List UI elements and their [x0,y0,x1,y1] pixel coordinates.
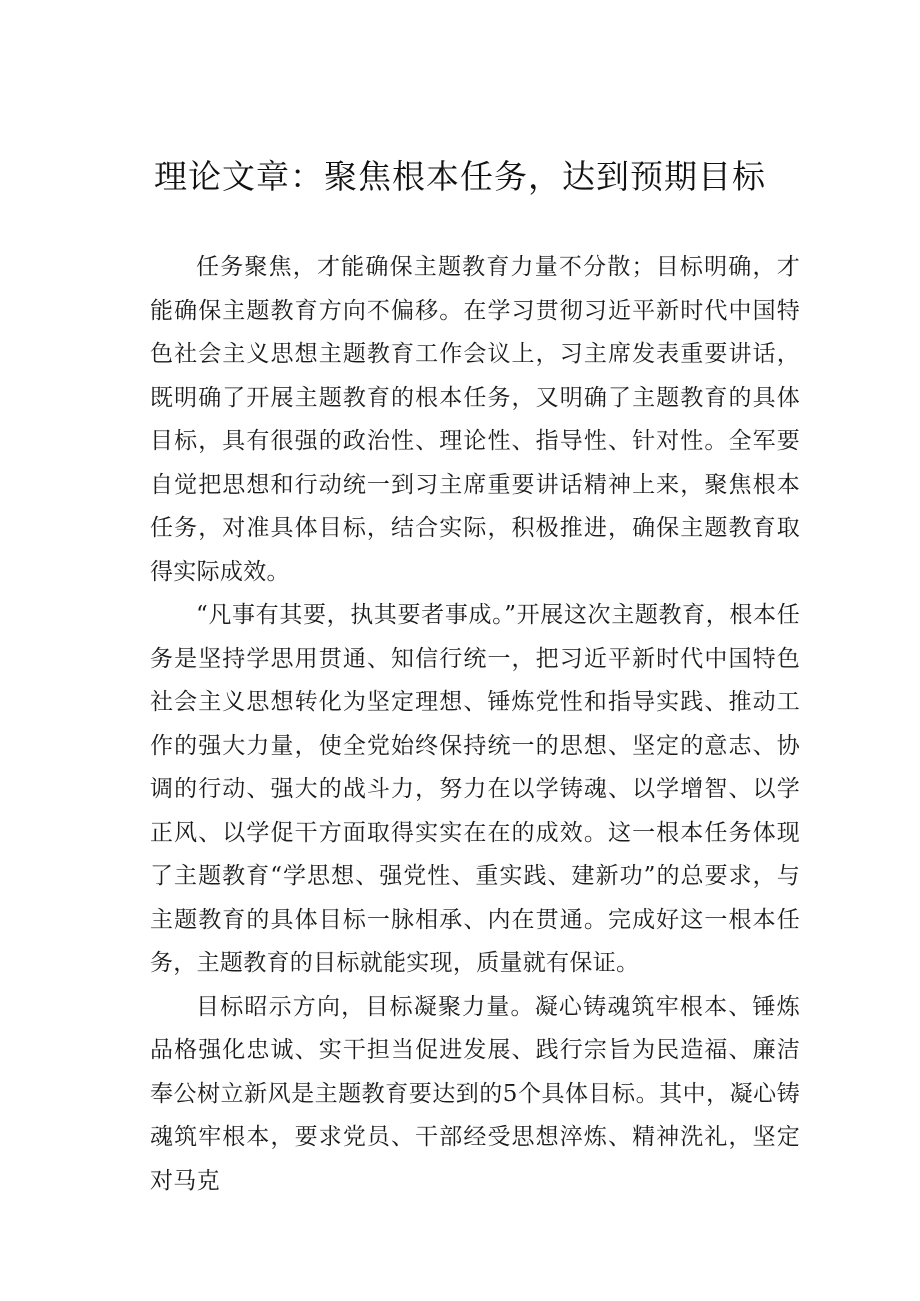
paragraph-3: 目标昭示方向，目标凝聚力量。凝心铸魂筑牢根本、锤炼品格强化忠诚、实干担当促进发展、践行宗旨为民造福、廉洁奉公树立新风是主题教育要达到的5个具体目标。其中，凝心铸魂筑牢根本，要求党员、干部经受思想淬炼、精神洗礼，坚定对马克 [150,993,800,1194]
paragraph-1: 任务聚焦，才能确保主题教育力量不分散；目标明确，才能确保主题教育方向不偏移。在学习贯彻习近平新时代中国特色社会主义思想主题教育工作会议上，习主席发表重要讲话，既明确了开展主题教育的根本任务，又明确了主题教育的具体目标，具有很强的政治性、理论性、指导性、针对性。全军要自觉把思想和行动统一到习主席重要讲话精神上来，聚焦根本任务，对准具体目标，结合实际，积极推进，确保主题教育取得实际成效。 [150,254,800,585]
document-title: 理论文章：聚焦根本任务，达到预期目标 [154,157,766,196]
document-body [150,246,800,1203]
paragraph-2: “凡事有其要，执其要者事成。”开展这次主题教育，根本任务是坚持学思用贯通、知信行统一，把习近平新时代中国特色社会主义思想转化为坚定理想、锤炼党性和指导实践、推动工作的强大力量，使全党始终保持统一的思想、坚定的意志、协调的行动、强大的战斗力，努力在以学铸魂、以学增智、以学正风、以学促干方面取得实实在在的成效。这一根本任务体现了主题教育“学思想、强党性、重实践、建新功”的总要求，与主题教育的具体目标一脉相承、内在贯通。完成好这一根本任务，主题教育的目标就能实现，质量就有保证。 [150,602,800,976]
